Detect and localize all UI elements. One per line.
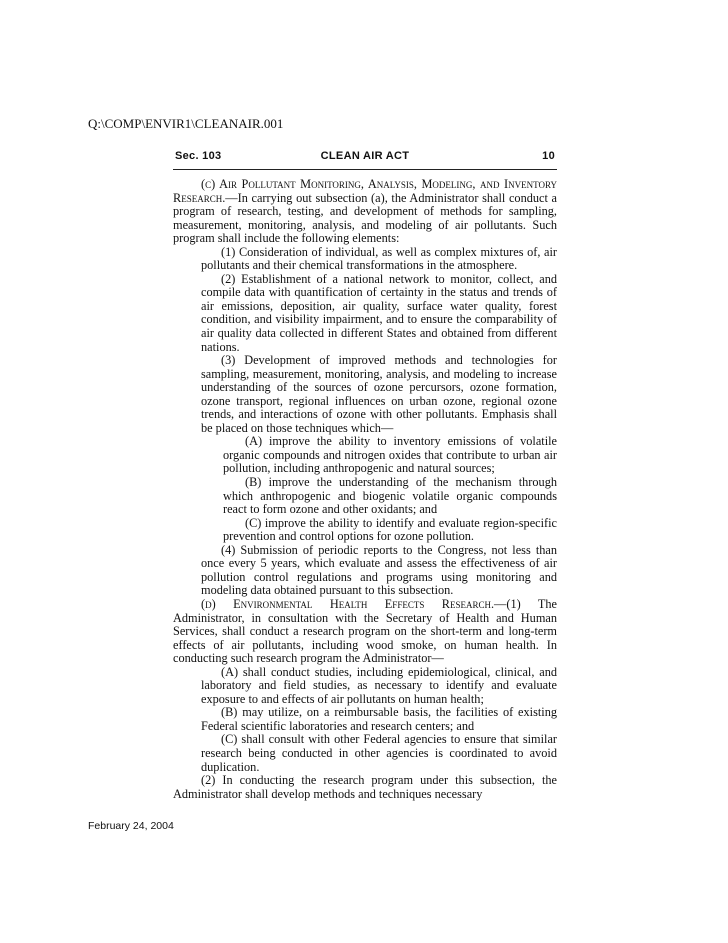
act-title: CLEAN AIR ACT: [320, 150, 410, 162]
paragraph-c3: (3) Development of improved methods and technologies for sampling, measurement, monitoring, analysis, and modeling to increase understanding of the sources of ozone percursors, ozone formation, ozone transport, regional influences on urban ozone, regional ozone trends, and interactions of ozone with other pollutants. Emphasis shall be placed on those techniques which—: [201, 353, 557, 435]
subsection-d-text: —(1) The Administrator, in consultation with the Secretary of Health and Human Services, shall conduct a research program on the short-term and long-term effects of air pollutants, including wood smoke, on human health. In conducting such research program the Administrator—: [173, 596, 558, 666]
document-body: [173, 178, 557, 801]
paragraph-c4: (4) Submission of periodic reports to the Congress, not less than once every 5 years, which evaluate and assess the effectiveness of air pollution control regulations and programs using monitoring and modeling data obtained pursuant to this subsection.: [201, 542, 557, 598]
paragraph-d2: (2) In conducting the research program under this subsection, the Administrator shall develop methods and techniques necessary: [173, 773, 557, 801]
subsection-d-intro: [173, 598, 557, 666]
subsection-d-heading: (d) Environmental Health Effects Research.: [201, 596, 495, 611]
file-path: Q:\COMP\ENVIR1\CLEANAIR.001: [88, 116, 284, 131]
paragraph-c2: (2) Establishment of a national network to monitor, collect, and compile data with quantification of certainty in the status and trends of air emissions, deposition, air quality, surface water quality, forest condition, and visibility impairment, and to ensure the comparability of air quality data collected in different States and obtained from different nations.: [201, 271, 557, 354]
subparagraph-c3b: (B) improve the understanding of the mechanism through which anthropogenic and biogenic volatile organic compounds react to form ozone and other oxidants; and: [223, 475, 557, 517]
paragraph-d1b: (B) may utilize, on a reimbursable basis, the facilities of existing Federal scientific laboratories and research centers; and: [201, 705, 557, 733]
subparagraph-c3c: (C) improve the ability to identify and evaluate region-specific prevention and control options for ozone pollution.: [223, 515, 557, 544]
section-number: Sec. 103: [175, 150, 222, 162]
subsection-c-intro: [173, 178, 557, 246]
subsection-c-text: —In carrying out subsection (a), the Administrator shall conduct a program of research, testing, and development of methods for sampling, measurement, monitoring, analysis, and modeling of air pollutants. Such program shall include the following elements:: [173, 190, 557, 246]
subparagraph-c3a: (A) improve the ability to inventory emissions of volatile organic compounds and nitrogen oxides that contribute to urban air pollution, including anthropogenic and natural sources;: [223, 434, 557, 476]
header-rule: [173, 169, 557, 170]
paragraph-c1: (1) Consideration of individual, as well as complex mixtures of, air pollutants and their chemical transformations in the atmosphere.: [201, 244, 557, 273]
running-head: [173, 150, 557, 168]
footer-date: February 24, 2004: [88, 820, 174, 832]
page-number: 10: [542, 150, 555, 162]
paragraph-d1a: (A) shall conduct studies, including epidemiological, clinical, and laboratory and field studies, as necessary to identify and evaluate exposure to and effects of air pollutants on human health;: [201, 664, 557, 706]
subsection-c-heading: (c) Air Pollutant Monitoring, Analysis, Modeling, and Inventory Research.: [173, 177, 557, 205]
paragraph-d1c: (C) shall consult with other Federal agencies to ensure that similar research being conducted in other agencies is coordinated to avoid duplication.: [201, 732, 557, 774]
